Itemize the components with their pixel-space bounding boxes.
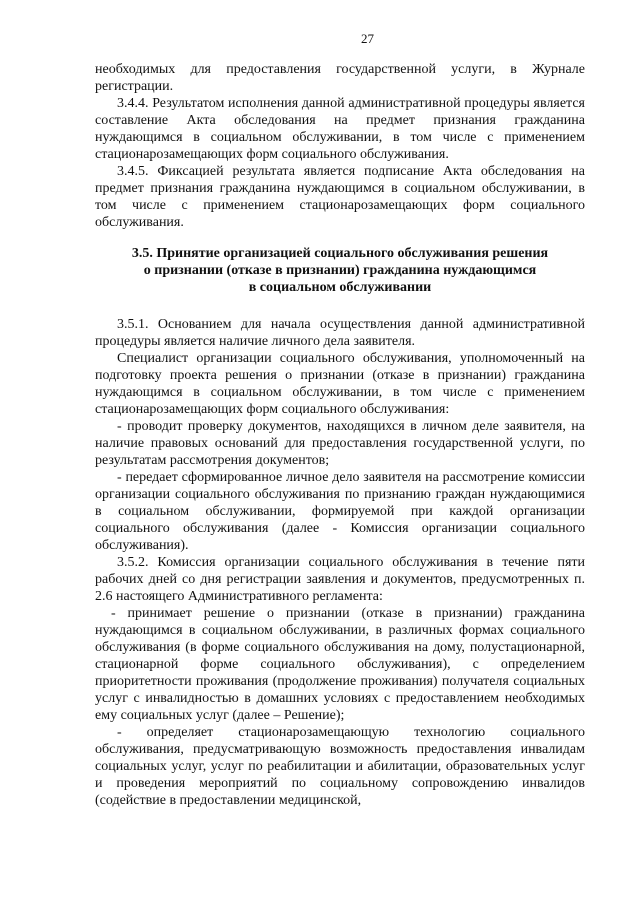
page-number: 27 [361, 31, 374, 46]
heading-line-2: о признании (отказе в признании) гражданина нуждающимся [143, 263, 537, 278]
list-item-check-documents: - проводит проверку документов, находящихся в личном деле заявителя, на наличие правовых оснований для предоставления государственной услуги, по результатам рассмотрения документов; [95, 419, 585, 468]
paragraph-3-4-5: 3.4.5. Фиксацией результата является подписание Акта обследования на предмет признания гражданина нуждающимся в социальном обслуживании, в том числе с применением стационарозамещающих форм социального обслуживания. [95, 164, 585, 230]
heading-line-3: в социальном обслуживании [248, 280, 432, 295]
paragraph-3-5-2: 3.5.2. Комиссия организации социального обслуживания в течение пяти рабочих дней со дня регистрации заявления и документов, предусмотренных п. 2.6 настоящего Административного регламента: [95, 555, 585, 604]
list-item-decision: - принимает решение о признании (отказе в признании) гражданина нуждающимся в социальном обслуживании, в различных формах социального обслуживания (в форме социального обслуживания на дому, полустационарной, стационарной форме социального обслуживания), с определением приоритетности проживания (продолжение проживания) получателя социальных услуг с инвалидностью в домашних условиях с предоставлением необходимых ему социальных услуг (далее – Решение); [95, 606, 585, 723]
list-item-technology: - определяет стационарозамещающую технологию социального обслуживания, предусматривающую возможность предоставления инвалидам социальных услуг, услуг по реабилитации и абилитации, образовательных услуг и проведения мероприятий по социальному сопровождению инвалидов (содействие в предоставлении медицинской, [95, 725, 585, 808]
list-item-transfer-file: - передает сформированное личное дело заявителя на рассмотрение комиссии организации социального обслуживания по признанию граждан нуждающимися в социальном обслуживании, формируемой при каждой организации социального обслуживания (далее - Комиссия организации социального обслуживания). [95, 470, 585, 553]
paragraph-3-5-1: 3.5.1. Основанием для начала осуществления данной административной процедуры является наличие личного дела заявителя. [95, 317, 585, 349]
heading-line-1: 3.5. Принятие организацией социального обслуживания решения [131, 246, 549, 261]
paragraph-3-4-4: 3.4.4. Результатом исполнения данной административной процедуры является составление Акта обследования на предмет признания гражданина нуждающимся в социальном обслуживании, в том числе с применением стационарозамещающих форм социального обслуживания. [95, 96, 585, 162]
paragraph-specialist: Специалист организации социального обслуживания, уполномоченный на подготовку проекта решения о признании (отказе в признании) гражданина нуждающимся в социальном обслуживании, в том числе с применением стационарозамещающих форм социального обслуживания: [95, 351, 585, 417]
section-heading-3-5 [95, 245, 585, 296]
paragraph-continuation: необходимых для предоставления государственной услуги, в Журнале регистрации. [95, 62, 585, 94]
